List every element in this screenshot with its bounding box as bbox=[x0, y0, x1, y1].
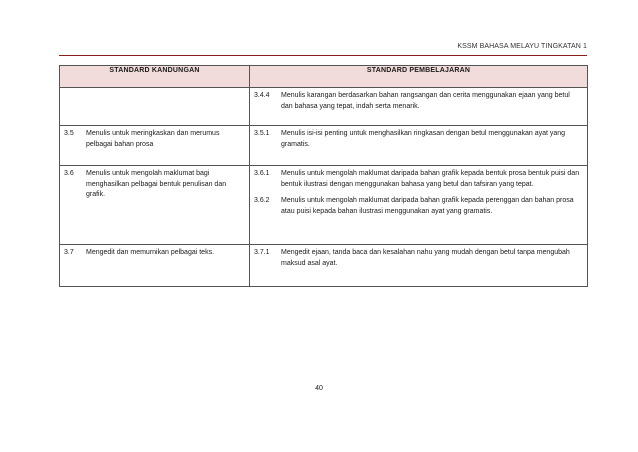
page-number: 40 bbox=[315, 385, 323, 392]
pembelajaran-text: Menulis isi-isi penting untuk menghasilkan ringkasan dengan betul menggunakan ayat yang gramatis. bbox=[281, 130, 566, 148]
kandungan-number: 3.7 bbox=[64, 249, 74, 256]
header-standard-pembelajaran: STANDARD PEMBELAJARAN bbox=[250, 66, 588, 88]
kandungan-cell bbox=[60, 166, 250, 245]
pembelajaran-text: Menulis untuk mengolah maklumat daripada bahan grafik kepada perenggan dan bahan prosa atau puisi kepada bahan ilustrasi menggunakan ayat yang gramatis. bbox=[281, 197, 574, 215]
table-row bbox=[60, 166, 588, 245]
kandungan-text: Menulis untuk mengolah maklumat bagi menghasilkan pelbagai bentuk penulisan dan grafik. bbox=[86, 170, 227, 198]
pembelajaran-cell bbox=[250, 166, 588, 245]
kandungan-cell bbox=[60, 88, 250, 126]
pembelajaran-item bbox=[250, 126, 587, 150]
table-row bbox=[60, 88, 588, 126]
pembelajaran-number: 3.7.1 bbox=[254, 249, 270, 256]
kandungan-number: 3.6 bbox=[64, 170, 74, 177]
pembelajaran-text: Menulis karangan berdasarkan bahan rangsangan dan cerita menggunakan ejaan yang betul dan bahasa yang tepat, indah serta menarik. bbox=[281, 92, 570, 110]
pembelajaran-number: 3.4.4 bbox=[254, 92, 270, 99]
kandungan-number: 3.5 bbox=[64, 130, 74, 137]
kandungan-cell bbox=[60, 245, 250, 287]
pembelajaran-cell bbox=[250, 126, 588, 166]
kandungan-cell bbox=[60, 126, 250, 166]
table-row bbox=[60, 126, 588, 166]
pembelajaran-item bbox=[250, 88, 587, 112]
kandungan-text: Mengedit dan memurnikan pelbagai teks. bbox=[86, 249, 215, 256]
header-standard-kandungan: STANDARD KANDUNGAN bbox=[60, 66, 250, 88]
kandungan-text: Menulis untuk meringkaskan dan merumus pelbagai bahan prosa bbox=[86, 130, 220, 148]
pembelajaran-item bbox=[250, 166, 587, 190]
table-row bbox=[60, 245, 588, 287]
pembelajaran-number: 3.5.1 bbox=[254, 130, 270, 137]
pembelajaran-cell bbox=[250, 245, 588, 287]
pembelajaran-text: Menulis untuk mengolah maklumat daripada bahan grafik kepada bentuk prosa bentuk puisi dan bentuk ilustrasi dengan menggunakan bahasa yang betul dan tafsiran yang tepat. bbox=[281, 170, 580, 188]
pembelajaran-number: 3.6.1 bbox=[254, 170, 270, 177]
table-header-row bbox=[60, 66, 588, 88]
pembelajaran-item bbox=[250, 245, 587, 269]
pembelajaran-item bbox=[250, 190, 587, 217]
header-rule bbox=[59, 55, 587, 56]
running-header: KSSM BAHASA MELAYU TINGKATAN 1 bbox=[457, 43, 587, 50]
standards-table bbox=[59, 65, 588, 287]
pembelajaran-text: Mengedit ejaan, tanda baca dan kesalahan nahu yang mudah dengan betul tanpa mengubah maksud asal ayat. bbox=[281, 249, 570, 267]
pembelajaran-cell bbox=[250, 88, 588, 126]
pembelajaran-number: 3.6.2 bbox=[254, 197, 270, 204]
